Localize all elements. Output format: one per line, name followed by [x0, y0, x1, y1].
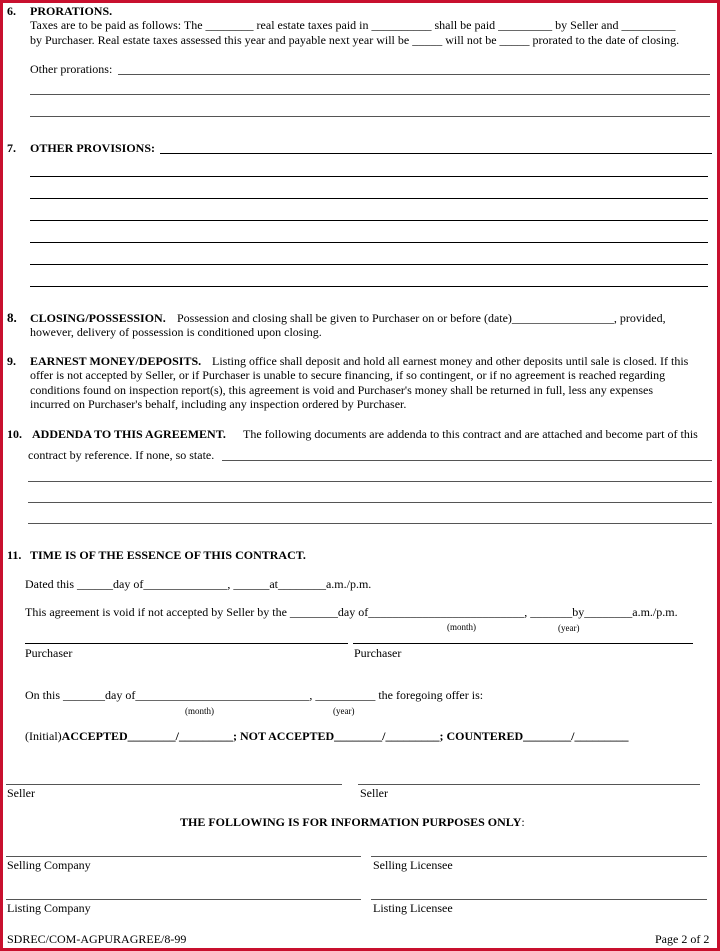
seller-label-2: Seller — [360, 786, 388, 800]
info-heading — [180, 815, 525, 829]
section-9-text-line1: Listing office shall deposit and hold all earnest money and other deposits until sale is closed. If this — [212, 354, 689, 368]
acceptance-options: ACCEPTED________/_________; NOT ACCEPTED________/_________; COUNTERED________/_________ — [61, 729, 629, 743]
section-9-title: EARNEST MONEY/DEPOSITS. — [30, 354, 202, 368]
other-provisions-line[interactable] — [30, 176, 708, 177]
listing-licensee-label: Listing Licensee — [373, 901, 453, 915]
selling-licensee-line[interactable] — [371, 856, 707, 857]
section-6-text-line2: by Purchaser. Real estate taxes assessed this year and payable next year will be _____ will not be _____ prorated to the date of closing. — [30, 33, 680, 47]
section-9-number: 9. — [7, 354, 16, 368]
section-11-title: TIME IS OF THE ESSENCE OF THIS CONTRACT. — [30, 548, 306, 562]
seller-label: Seller — [7, 786, 35, 800]
month-caption-2: (month) — [185, 706, 214, 716]
year-caption-2: (year) — [333, 706, 355, 716]
listing-company-label: Listing Company — [7, 901, 91, 915]
listing-licensee-line[interactable] — [371, 899, 707, 900]
seller-signature-line[interactable] — [6, 784, 342, 785]
purchaser-signature-line-2[interactable] — [353, 643, 693, 644]
section-6-number: 6. — [7, 4, 16, 18]
seller-signature-line-2[interactable] — [358, 784, 700, 785]
addenda-line[interactable] — [28, 481, 712, 482]
selling-company-line[interactable] — [6, 856, 361, 857]
purchaser-label: Purchaser — [25, 646, 73, 660]
other-prorations-line[interactable] — [30, 116, 710, 117]
section-7-number: 7. — [7, 141, 16, 155]
selling-company-label: Selling Company — [7, 858, 91, 872]
initial-label: (Initial) — [25, 729, 62, 743]
section-8-title: CLOSING/POSSESSION. — [30, 311, 166, 325]
section-9-text-line4: incurred on Purchaser's behalf, including any inspection ordered by Purchaser. — [30, 397, 407, 411]
section-10-text-line1: The following documents are addenda to this contract and are attached and become part of this — [243, 427, 698, 441]
section-8-text-line1: Possession and closing shall be given to Purchaser on or before (date)_________________, provided, — [177, 311, 666, 325]
form-id: SDREC/COM-AGPURAGREE/8-99 — [7, 932, 187, 946]
acceptance-line — [25, 729, 628, 743]
section-11-number: 11. — [7, 548, 22, 562]
purchaser-label-2: Purchaser — [354, 646, 402, 660]
info-heading-colon: : — [521, 815, 525, 829]
section-6-title: PRORATIONS. — [30, 4, 113, 18]
info-heading-text: THE FOLLOWING IS FOR INFORMATION PURPOSES ONLY — [180, 815, 522, 829]
section-10-number: 10. — [7, 427, 22, 441]
other-provisions-line[interactable] — [30, 220, 708, 221]
selling-licensee-label: Selling Licensee — [373, 858, 453, 872]
section-9-text-line3: conditions found on inspection report(s), this agreement is void and Purchaser's money shall be returned in full, less any expenses — [30, 383, 654, 397]
month-caption: (month) — [447, 622, 476, 632]
section-8-text-line2: however, delivery of possession is conditioned upon closing. — [30, 325, 322, 339]
section-8-number: 8. — [7, 310, 17, 325]
addenda-line[interactable] — [28, 502, 712, 503]
purchaser-signature-line[interactable] — [25, 643, 348, 644]
other-prorations-line[interactable] — [118, 74, 710, 75]
other-provisions-line[interactable] — [160, 153, 712, 154]
dated-line: Dated this ______day of______________, ______at________a.m./p.m. — [25, 577, 372, 591]
other-prorations-line[interactable] — [30, 94, 710, 95]
other-provisions-line[interactable] — [30, 242, 708, 243]
other-prorations-label: Other prorations: — [30, 62, 113, 76]
section-7-title: OTHER PROVISIONS: — [30, 141, 156, 155]
section-10-title: ADDENDA TO THIS AGREEMENT. — [32, 427, 226, 441]
on-this-line: On this _______day of_____________________________, __________ the foregoing offer is: — [25, 688, 484, 702]
other-provisions-line[interactable] — [30, 198, 708, 199]
other-provisions-line[interactable] — [30, 286, 708, 287]
void-line: This agreement is void if not accepted by Seller by the ________day of__________________________, _______by________a.m./p.m. — [25, 605, 678, 619]
listing-company-line[interactable] — [6, 899, 361, 900]
addenda-line[interactable] — [28, 523, 712, 524]
section-10-text-line2: contract by reference. If none, so state. — [28, 448, 215, 462]
addenda-line[interactable] — [222, 460, 712, 461]
section-6-text-line1: Taxes are to be paid as follows: The ________ real estate taxes paid in __________ shall be paid _________ by Seller and _________ — [30, 18, 676, 32]
section-9-text-line2: offer is not accepted by Seller, or if Purchaser is unable to secure financing, if so contingent, or if no agreement is reached regarding — [30, 368, 666, 382]
page-number: Page 2 of 2 — [655, 932, 710, 946]
other-provisions-line[interactable] — [30, 264, 708, 265]
year-caption: (year) — [558, 623, 580, 633]
